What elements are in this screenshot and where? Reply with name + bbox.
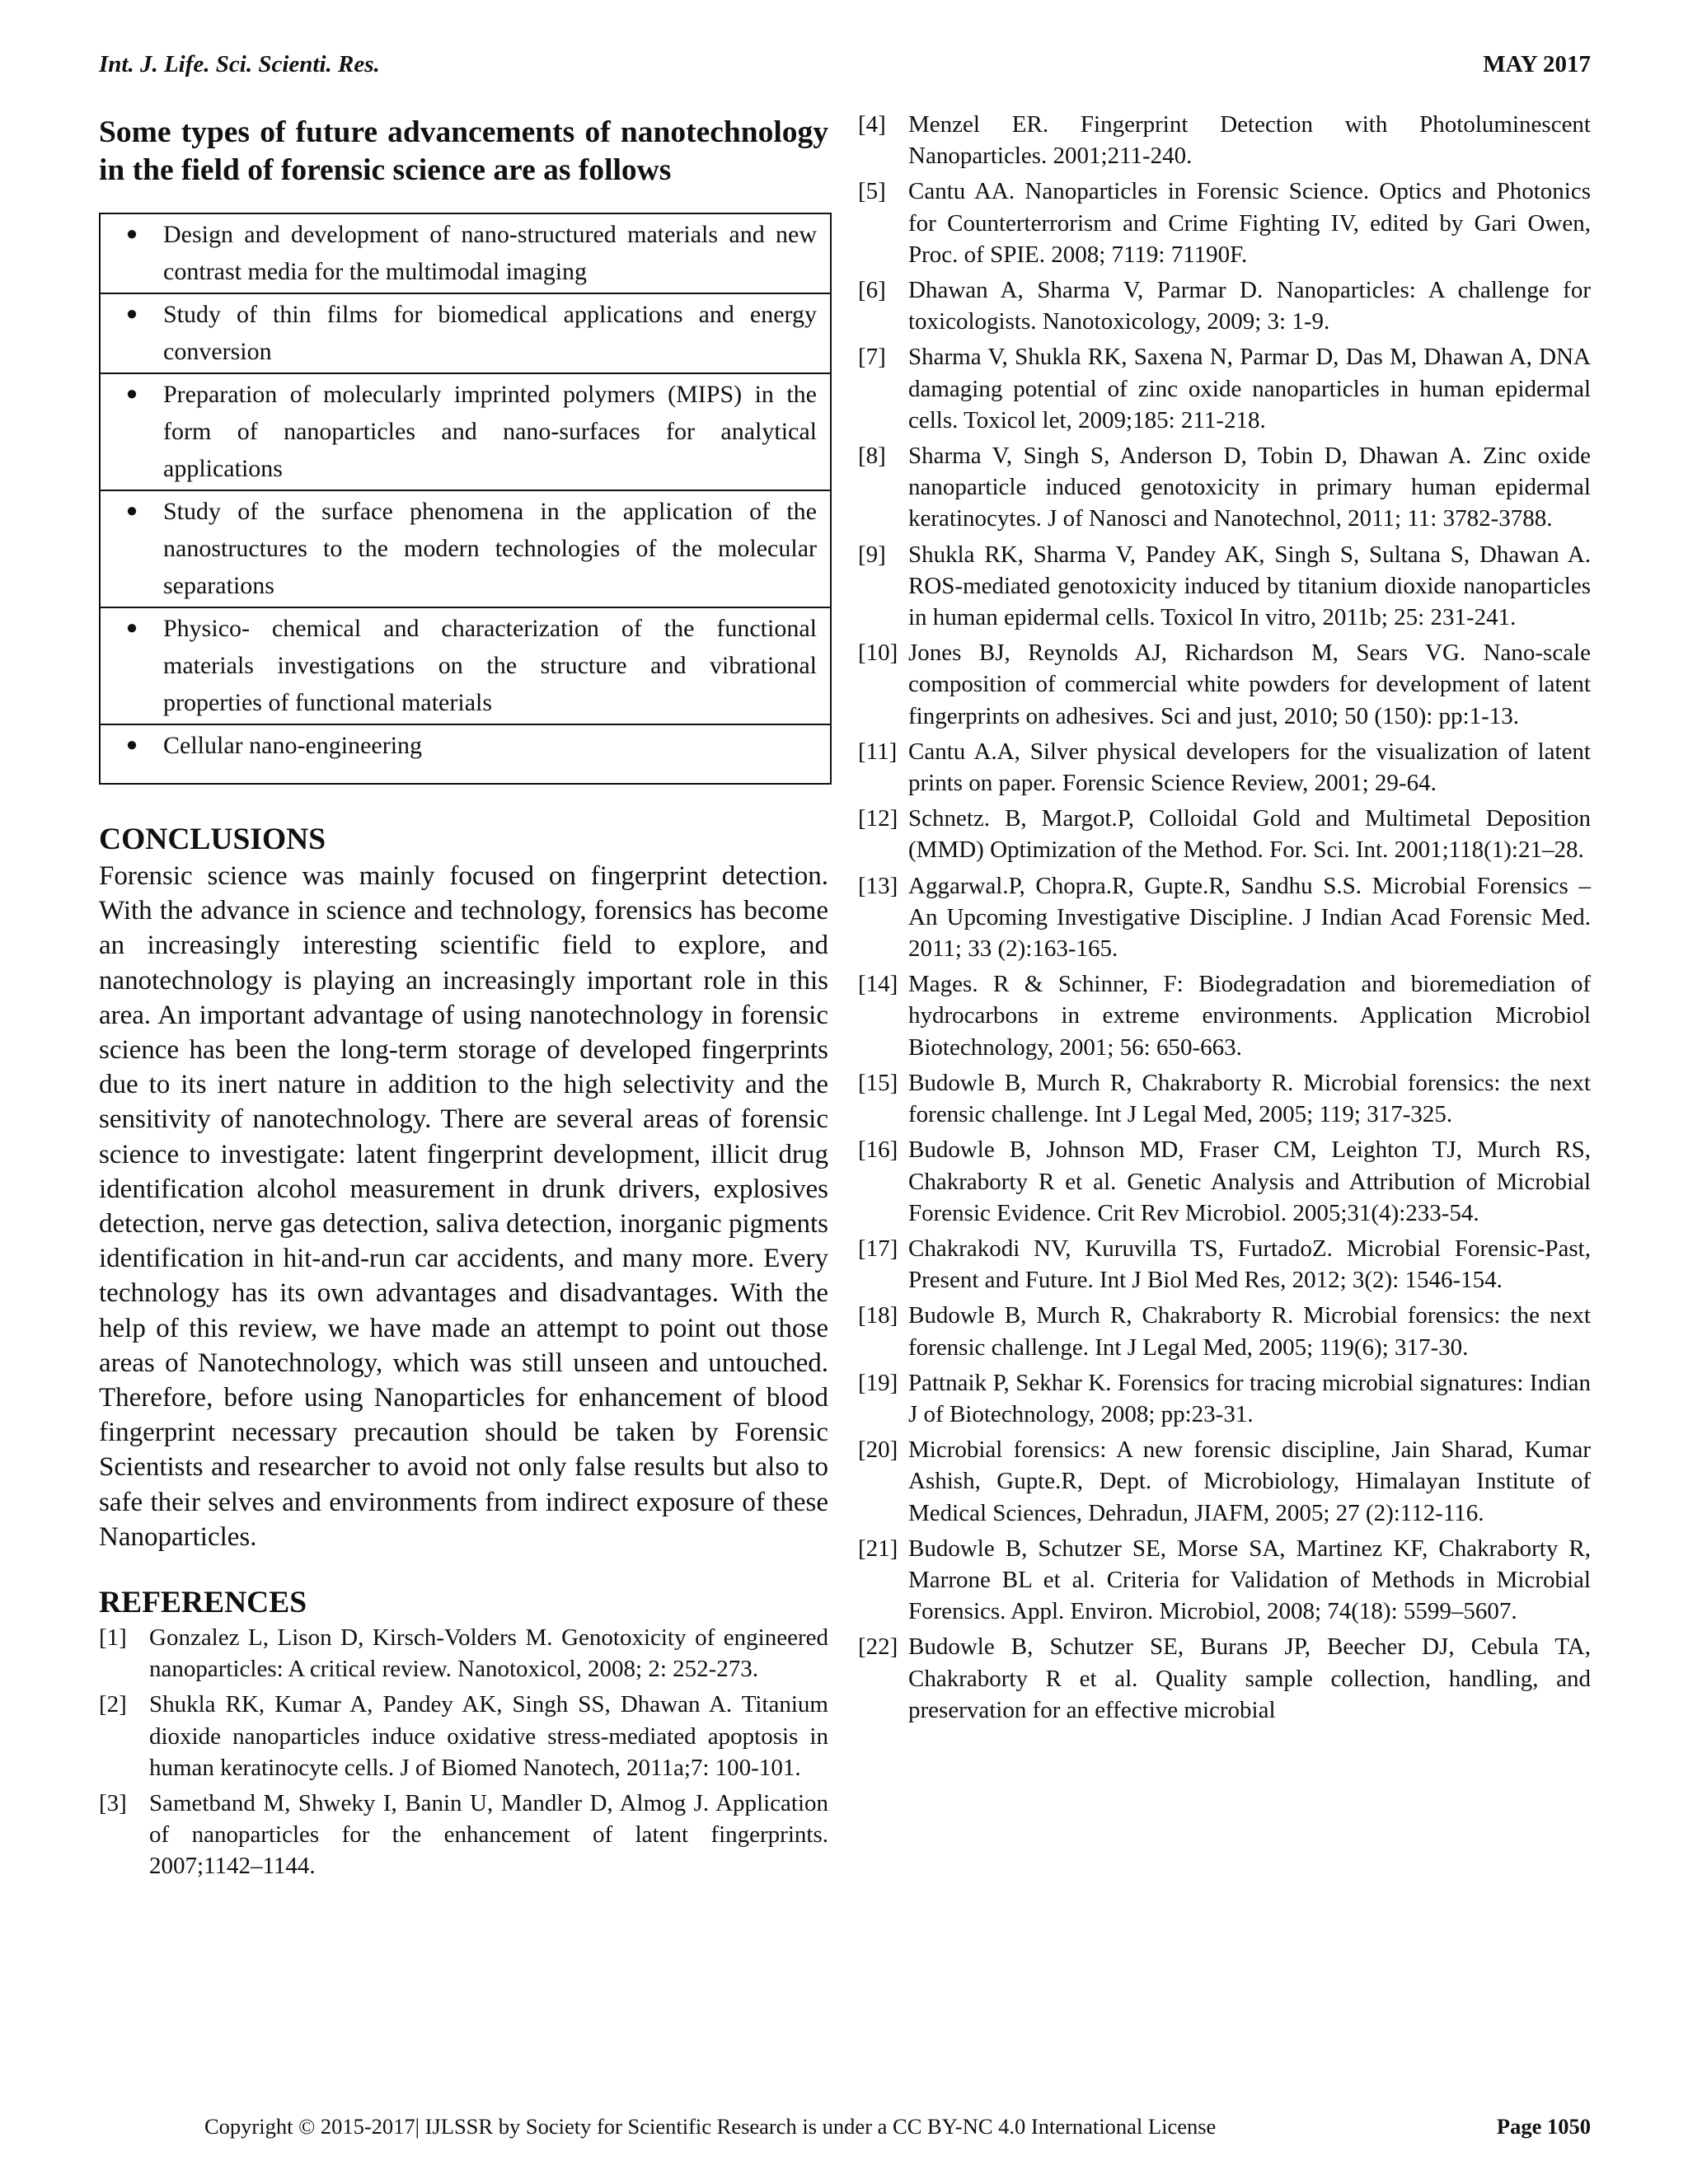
reference-number: [16] bbox=[858, 1137, 898, 1164]
reference-text: Shukla RK, Sharma V, Pandey AK, Singh S, Sultana S, Dhawan A. ROS-mediated genotoxicity induced by titanium dioxide nanoparticles in human epidermal cells. Toxicol In vitro, 2011b; 25: 231-241. bbox=[908, 541, 1591, 631]
reference-item bbox=[858, 1631, 1591, 1726]
conclusions-paragraph: Forensic science was mainly focused on fingerprint detection. With the advance in science and technology, forensics has become an increasingly interesting scientific field to explore, and nanotechnology is playing an increasingly important role in this area. An important advantage of using nanotechnology in forensic science has been the long-term storage of developed fingerprints due to its inert nature in addition to the high selectivity and the sensitivity of nanotechnology. There are several areas of forensic science to investigate: latent fingerprint development, illicit drug identification alcohol measurement in drunk drivers, explosives detection, nerve gas detection, saliva detection, inorganic pigments identification in hit-and-run car accidents, and many more. Every technology has its own advantages and disadvantages. With the help of this review, we have made an attempt to point out those areas of Nanotechnology, which was still unseen and untouched. Therefore, before using Nanoparticles for enhancement of blood fingerprint necessary precaution should be taken by Forensic Scientists and researcher to avoid not only false results but also to safe their selves and environments from indirect exposure of these Nanoparticles. bbox=[99, 861, 828, 1552]
reference-text: Mages. R & Schinner, F: Biodegradation and bioremediation of hydrocarbons in extreme environments. Application Microbiol Biotechnology, 2001; 56: 650-663. bbox=[908, 971, 1591, 1061]
references-heading: REFERENCES bbox=[99, 1586, 307, 1620]
reference-text: Dhawan A, Sharma V, Parmar D. Nanoparticles: A challenge for toxicologists. Nanotoxicology, 2009; 3: 1-9. bbox=[908, 277, 1591, 335]
bullet-icon: ● bbox=[125, 303, 138, 325]
reference-number: [13] bbox=[858, 872, 898, 899]
advancements-table bbox=[99, 213, 832, 785]
reference-item bbox=[858, 1434, 1591, 1529]
reference-item bbox=[858, 968, 1591, 1063]
advancement-text: Study of the surface phenomena in the application of the nanostructures to the modern technologies of the molecular separations bbox=[163, 498, 817, 599]
advancement-text: Physico- chemical and characterization of the functional materials investigations on the structure and vibrational properties of functional materials bbox=[163, 615, 817, 716]
reference-item bbox=[858, 1367, 1591, 1430]
reference-text: Microbial forensics: A new forensic discipline, Jain Sharad, Kumar Ashish, Gupte.R, Dept. of Microbiology, Himalayan Institute of Medical Sciences, Dehradun, JIAFM, 2005; 27 (2):112-116. bbox=[908, 1436, 1591, 1526]
reference-text: Sharma V, Shukla RK, Saxena N, Parmar D, Das M, Dhawan A, DNA damaging potential of zinc oxide nanoparticles in human epidermal cells. Toxicol let, 2009;185: 211-218. bbox=[908, 344, 1591, 434]
reference-number: [22] bbox=[858, 1633, 898, 1661]
reference-number: [2] bbox=[99, 1691, 127, 1718]
bullet-icon: ● bbox=[125, 223, 138, 245]
reference-number: [17] bbox=[858, 1235, 898, 1262]
reference-text: Aggarwal.P, Chopra.R, Gupte.R, Sandhu S.S. Microbial Forensics – An Upcoming Investigative Discipline. J Indian Acad Forensic Med. 2011; 33 (2):163-165. bbox=[908, 872, 1591, 963]
right-column bbox=[858, 109, 1591, 1730]
reference-number: [14] bbox=[858, 971, 898, 998]
reference-text: Budowle B, Johnson MD, Fraser CM, Leighton TJ, Murch RS, Chakraborty R et al. Genetic Analysis and Attribution of Microbial Forensic Evidence. Crit Rev Microbiol. 2005;31(4):233-54. bbox=[908, 1137, 1591, 1226]
reference-item bbox=[858, 1533, 1591, 1628]
reference-item bbox=[858, 736, 1591, 799]
bullet-icon: ● bbox=[125, 734, 138, 756]
bullet-icon: ● bbox=[125, 500, 138, 522]
reference-number: [8] bbox=[858, 443, 886, 470]
reference-text: Sharma V, Singh S, Anderson D, Tobin D, Dhawan A. Zinc oxide nanoparticle induced genotoxicity in primary human epidermal keratinocytes. J of Nanosci and Nanotechnol, 2011; 11: 3782-3788. bbox=[908, 443, 1591, 532]
reference-text: Budowle B, Schutzer SE, Burans JP, Beecher DJ, Cebula TA, Chakraborty R et al. Quality sample collection, handling, and preservation for an effective microbial bbox=[908, 1633, 1591, 1723]
reference-number: [18] bbox=[858, 1302, 898, 1329]
reference-item bbox=[858, 109, 1591, 171]
reference-text: Pattnaik P, Sekhar K. Forensics for tracing microbial signatures: Indian J of Biotechnology, 2008; pp:23-31. bbox=[908, 1369, 1591, 1427]
advancements-heading: Some types of future advancements of nanotechnology in the field of forensic science are as follows bbox=[99, 115, 828, 187]
reference-text: Schnetz. B, Margot.P, Colloidal Gold and Multimetal Deposition (MMD) Optimization of the Method. For. Sci. Int. 2001;118(1):21–28. bbox=[908, 805, 1591, 864]
conclusions-heading: CONCLUSIONS bbox=[99, 823, 326, 856]
reference-text: Budowle B, Murch R, Chakraborty R. Microbial forensics: the next forensic challenge. Int J Legal Med, 2005; 119(6); 317-30. bbox=[908, 1302, 1591, 1361]
reference-item bbox=[858, 440, 1591, 535]
reference-item bbox=[858, 870, 1591, 965]
reference-text: Menzel ER. Fingerprint Detection with Photoluminescent Nanoparticles. 2001;211-240. bbox=[908, 111, 1591, 170]
advancement-item bbox=[101, 725, 830, 783]
reference-item bbox=[858, 1300, 1591, 1362]
reference-item bbox=[858, 341, 1591, 436]
reference-number: [7] bbox=[858, 344, 886, 371]
bullet-icon: ● bbox=[125, 383, 138, 405]
reference-text: Shukla RK, Kumar A, Pandey AK, Singh SS, Dhawan A. Titanium dioxide nanoparticles induce oxidative stress-mediated apoptosis in human keratinocyte cells. J of Biomed Nanotech, 2011a;7: 100-101. bbox=[149, 1691, 828, 1781]
reference-text: Cantu AA. Nanoparticles in Forensic Science. Optics and Photonics for Counterterrorism and Crime Fighting IV, edited by Gari Owen, Proc. of SPIE. 2008; 7119: 71190F. bbox=[908, 178, 1591, 268]
reference-text: Jones BJ, Reynolds AJ, Richardson M, Sears VG. Nano-scale composition of commercial white powders for development of latent fingerprints on adhesives. Sci and just, 2010; 50 (150): pp:1-13. bbox=[908, 640, 1591, 729]
reference-number: [20] bbox=[858, 1436, 898, 1464]
left-column bbox=[99, 114, 828, 1886]
reference-number: [12] bbox=[858, 805, 898, 832]
advancement-text: Design and development of nano-structured materials and new contrast media for the multimodal imaging bbox=[163, 221, 817, 285]
page-number: Page 1050 bbox=[1496, 2114, 1591, 2139]
reference-text: Gonzalez L, Lison D, Kirsch-Volders M. Genotoxicity of engineered nanoparticles: A critical review. Nanotoxicol, 2008; 2: 252-273. bbox=[149, 1624, 828, 1683]
advancement-text: Preparation of molecularly imprinted polymers (MIPS) in the form of nanoparticles and nano-surfaces for analytical applications bbox=[163, 381, 817, 482]
reference-item bbox=[858, 803, 1591, 865]
reference-number: [11] bbox=[858, 738, 898, 765]
issue-date: MAY 2017 bbox=[1483, 51, 1591, 77]
advancement-item bbox=[101, 294, 830, 374]
journal-title: Int. J. Life. Sci. Scienti. Res. bbox=[99, 51, 380, 77]
reference-number: [1] bbox=[99, 1624, 127, 1652]
reference-item bbox=[858, 1233, 1591, 1296]
reference-text: Budowle B, Schutzer SE, Morse SA, Martinez KF, Chakraborty R, Marrone BL et al. Criteria for Validation of Methods in Microbial Forensics. Appl. Environ. Microbiol, 2008; 74(18): 5599–5607. bbox=[908, 1535, 1591, 1625]
reference-text: Cantu A.A, Silver physical developers for the visualization of latent prints on paper. Forensic Science Review, 2001; 29-64. bbox=[908, 738, 1591, 797]
reference-text: Budowle B, Murch R, Chakraborty R. Microbial forensics: the next forensic challenge. Int J Legal Med, 2005; 119; 317-325. bbox=[908, 1069, 1591, 1128]
reference-number: [4] bbox=[858, 111, 886, 138]
reference-number: [5] bbox=[858, 178, 886, 205]
advancement-text: Study of thin films for biomedical applications and energy conversion bbox=[163, 301, 817, 365]
references-list-left bbox=[99, 1622, 828, 1882]
copyright-notice: Copyright © 2015-2017| IJLSSR by Society for Scientific Research is under a CC BY-NC 4.0 International License bbox=[204, 2114, 1217, 2139]
advancement-text: Cellular nano-engineering bbox=[163, 732, 423, 759]
reference-item bbox=[858, 176, 1591, 270]
reference-item bbox=[858, 1067, 1591, 1130]
advancement-item bbox=[101, 608, 830, 725]
reference-number: [21] bbox=[858, 1535, 898, 1562]
reference-item bbox=[99, 1689, 828, 1783]
advancement-item bbox=[101, 374, 830, 491]
reference-number: [6] bbox=[858, 277, 886, 304]
reference-text: Sametband M, Shweky I, Banin U, Mandler D, Almog J. Application of nanoparticles for the enhancement of latent fingerprints. 2007;1142–1144. bbox=[149, 1790, 828, 1880]
reference-number: [9] bbox=[858, 541, 886, 568]
advancement-item bbox=[101, 214, 830, 294]
reference-item bbox=[858, 1134, 1591, 1229]
references-list-right bbox=[858, 109, 1591, 1726]
reference-item bbox=[858, 274, 1591, 337]
reference-item bbox=[858, 637, 1591, 732]
advancement-item bbox=[101, 491, 830, 608]
reference-number: [15] bbox=[858, 1069, 898, 1096]
bullet-icon: ● bbox=[125, 617, 138, 639]
reference-item bbox=[858, 539, 1591, 634]
reference-item bbox=[99, 1788, 828, 1882]
reference-number: [10] bbox=[858, 640, 898, 667]
reference-number: [19] bbox=[858, 1369, 898, 1396]
reference-number: [3] bbox=[99, 1790, 127, 1817]
reference-item bbox=[99, 1622, 828, 1685]
reference-text: Chakrakodi NV, Kuruvilla TS, FurtadoZ. Microbial Forensic-Past, Present and Future. Int J Biol Med Res, 2012; 3(2): 1546-154. bbox=[908, 1235, 1591, 1294]
